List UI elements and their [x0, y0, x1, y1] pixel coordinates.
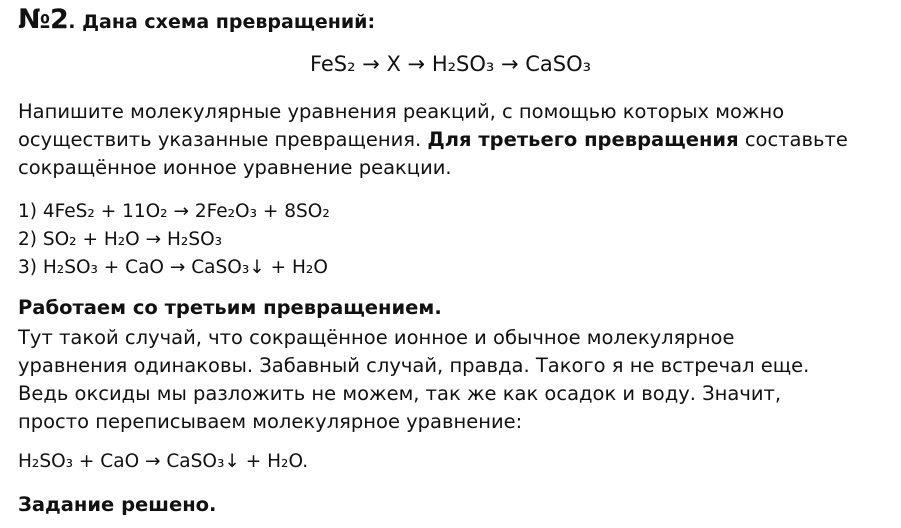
explanation-paragraph: Тут такой случай, что сокращённое ионное и обычное молекулярное уравнения одинаковы. Забавный случай, правда. Такого я не встречал еще. Ведь оксиды мы разложить не можем, так же как осадок и воду. Значит, просто переписываем молекулярное уравнение: — [18, 326, 810, 433]
section-heading: Работаем со третьим превращением. — [18, 296, 442, 319]
equation-1: 1) 4FeS₂ + 11O₂ → 2Fe₂O₃ + 8SO₂ — [18, 201, 330, 222]
transformation-scheme: FeS₂ → X → H₂SO₃ → CaSO₃ — [309, 52, 592, 76]
assignment-bold-text: Для третьего превращения — [427, 128, 739, 151]
task-label: . Дана схема превращений: — [68, 11, 376, 33]
equation-2: 2) SO₂ + H₂O → H₂SO₃ — [18, 229, 223, 250]
task-number: №2 — [18, 4, 69, 35]
final-equation: H₂SO₃ + CaO → CaSO₃↓ + H₂O. — [18, 451, 309, 472]
assignment-text-end: составьте сокращённое ионное уравнение реакции. — [18, 128, 848, 179]
conclusion-text: Задание решено. — [18, 493, 217, 516]
task-title — [18, 4, 375, 35]
assignment-text — [18, 98, 898, 182]
assignment-text-start: Напишите молекулярные уравнения реакций, с помощью которых можно осуществить указанные превращения. — [18, 100, 785, 151]
equation-3: 3) H₂SO₃ + CaO → CaSO₃↓ + H₂O — [18, 257, 328, 278]
equations-list — [18, 198, 330, 282]
